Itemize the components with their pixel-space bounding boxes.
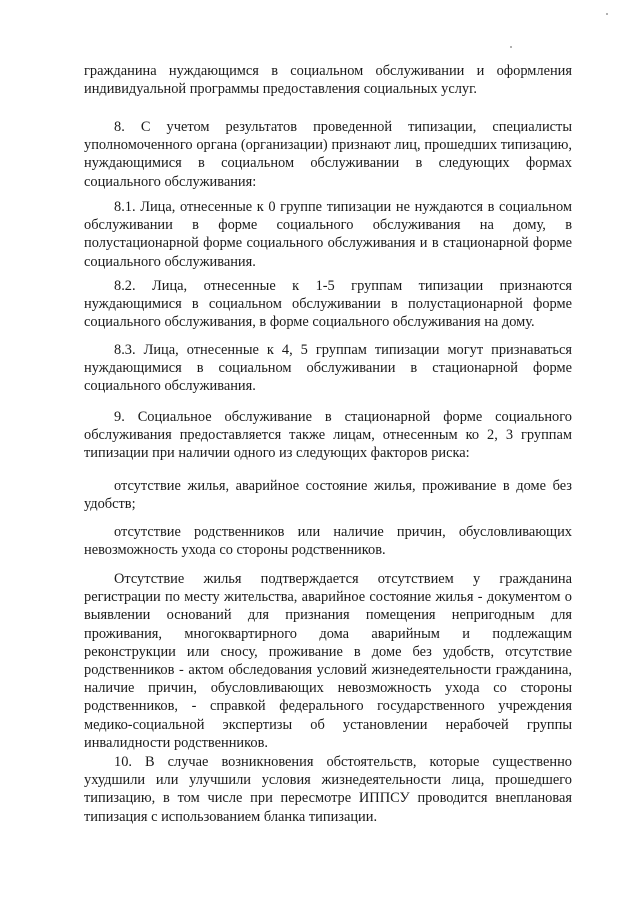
paragraph-8-3: 8.3. Лица, отнесенные к 4, 5 группам типизации могут признаваться нуждающимися в социальном обслуживании в стационарной форме социального обслуживания. [84, 342, 572, 395]
paragraph-8-1: 8.1. Лица, отнесенные к 0 группе типизации не нуждаются в социальном обслуживании в форме социального обслуживания на дому, в полустационарной форме социального обслуживания и в стационарной форме социального обслуживания. [84, 199, 572, 270]
risk-factor-relatives: отсутствие родственников или наличие причин, обусловливающих невозможность ухода со стороны родственников. [84, 524, 572, 559]
paragraph-continuation: гражданина нуждающимся в социальном обслуживании и оформления индивидуальной программы предоставления социальных услуг. [84, 63, 572, 98]
risk-factor-housing: отсутствие жилья, аварийное состояние жилья, проживание в доме без удобств; [84, 478, 572, 513]
scan-speck [606, 13, 608, 15]
paragraph-8-2: 8.2. Лица, отнесенные к 1-5 группам типизации признаются нуждающимися в социальном обслуживании в полустационарной форме социального обслуживания, в форме социального обслуживания на дому. [84, 278, 572, 331]
paragraph-9: 9. Социальное обслуживание в стационарной форме социального обслуживания предоставляется также лицам, отнесенным ко 2, 3 группам типизации при наличии одного из следующих факторов риска: [84, 409, 572, 462]
paragraph-evidence: Отсутствие жилья подтверждается отсутствием у гражданина регистрации по месту жительства, аварийное состояние жилья - документом о выявлении оснований для признания помещения непригодным для проживания, многоквартирного дома аварийным и подлежащим реконструкции или сносу, проживание в доме без удобств, отсутствие родственников - актом обследования условий жизнедеятельности гражданина, наличие причин, обусловливающих невозможность ухода со стороны родственников, - справкой федерального государственного учреждения медико-социальной экспертизы об установлении нерабочей группы инвалидности родственников. [84, 571, 572, 751]
scan-speck [510, 46, 512, 48]
paragraph-10: 10. В случае возникновения обстоятельств, которые существенно ухудшили или улучшили условия жизнедеятельности лица, прошедшего типизацию, в том числе при пересмотре ИППСУ проводится внеплановая типизация с использованием бланка типизации. [84, 754, 572, 825]
paragraph-8: 8. С учетом результатов проведенной типизации, специалисты уполномоченного органа (организации) признают лиц, прошедших типизацию, нуждающимися в социальном обслуживании в следующих формах социального обслуживания: [84, 119, 572, 190]
